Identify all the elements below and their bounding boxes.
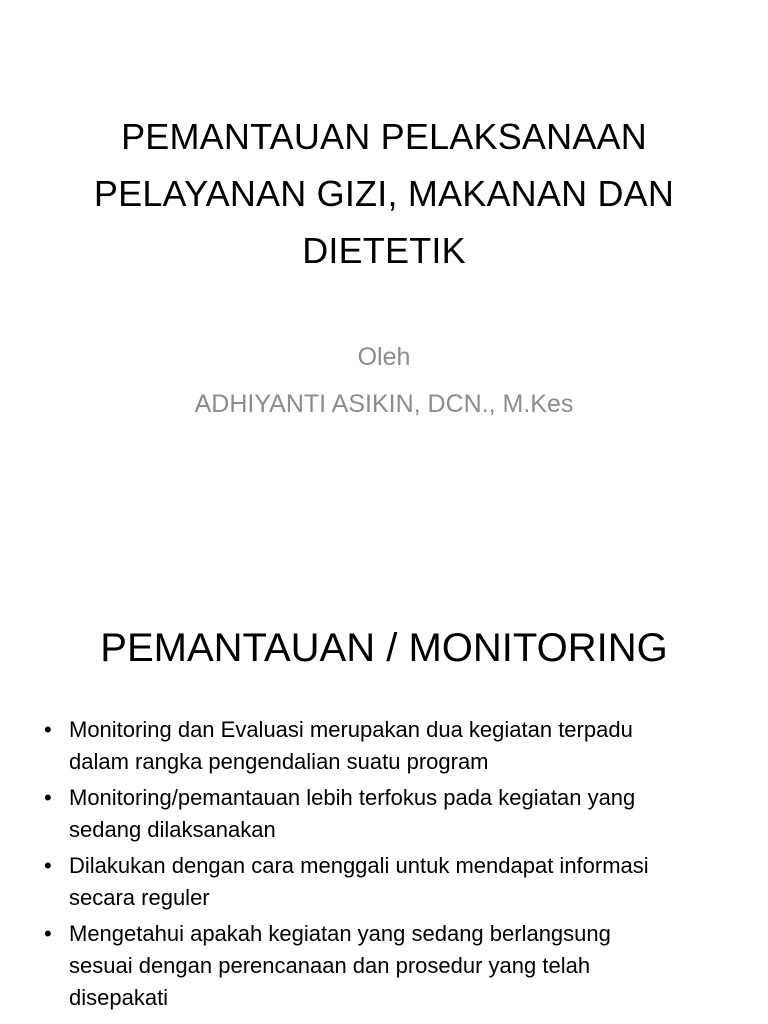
title-line: PEMANTAUAN PELAKSANAAN — [121, 116, 647, 157]
bullet-text-line: Mengetahui apakah kegiatan yang sedang berlangsung — [69, 921, 611, 946]
bullet-text-line: secara reguler — [69, 885, 210, 910]
bullet-item — [40, 918, 730, 1014]
title-line: DIETETIK — [302, 230, 466, 271]
bullet-item — [40, 714, 730, 778]
bullet-text-line: Dilakukan dengan cara menggali untuk mendapat informasi — [69, 853, 649, 878]
bullet-icon: • — [44, 921, 52, 946]
bullet-icon: • — [44, 717, 52, 742]
bullet-icon: • — [44, 785, 52, 810]
bullet-item — [40, 782, 730, 846]
bullet-text-line: sesuai dengan perencanaan dan prosedur yang telah — [69, 953, 591, 978]
content-slide — [0, 576, 768, 1024]
presentation-title — [40, 108, 728, 279]
subtitle-by: Oleh — [357, 343, 411, 371]
title-line: PELAYANAN GIZI, MAKANAN DAN — [93, 173, 675, 214]
bullet-text-line: Monitoring dan Evaluasi merupakan dua kegiatan terpadu — [69, 717, 633, 742]
slide-title: PEMANTAUAN / MONITORING — [100, 626, 668, 670]
bullet-text-line: dalam rangka pengendalian suatu program — [69, 749, 489, 774]
bullet-list — [40, 714, 730, 1018]
bullet-icon: • — [44, 853, 52, 878]
bullet-text-line: sedang dilaksanakan — [69, 817, 276, 842]
author-name: ADHIYANTI ASIKIN, DCN., M.Kes — [194, 390, 574, 418]
bullet-text-line: disepakati — [69, 985, 169, 1010]
bullet-text-line: Monitoring/pemantauan lebih terfokus pada kegiatan yang — [69, 785, 636, 810]
bullet-item — [40, 850, 730, 914]
presentation-subtitle — [40, 334, 728, 428]
